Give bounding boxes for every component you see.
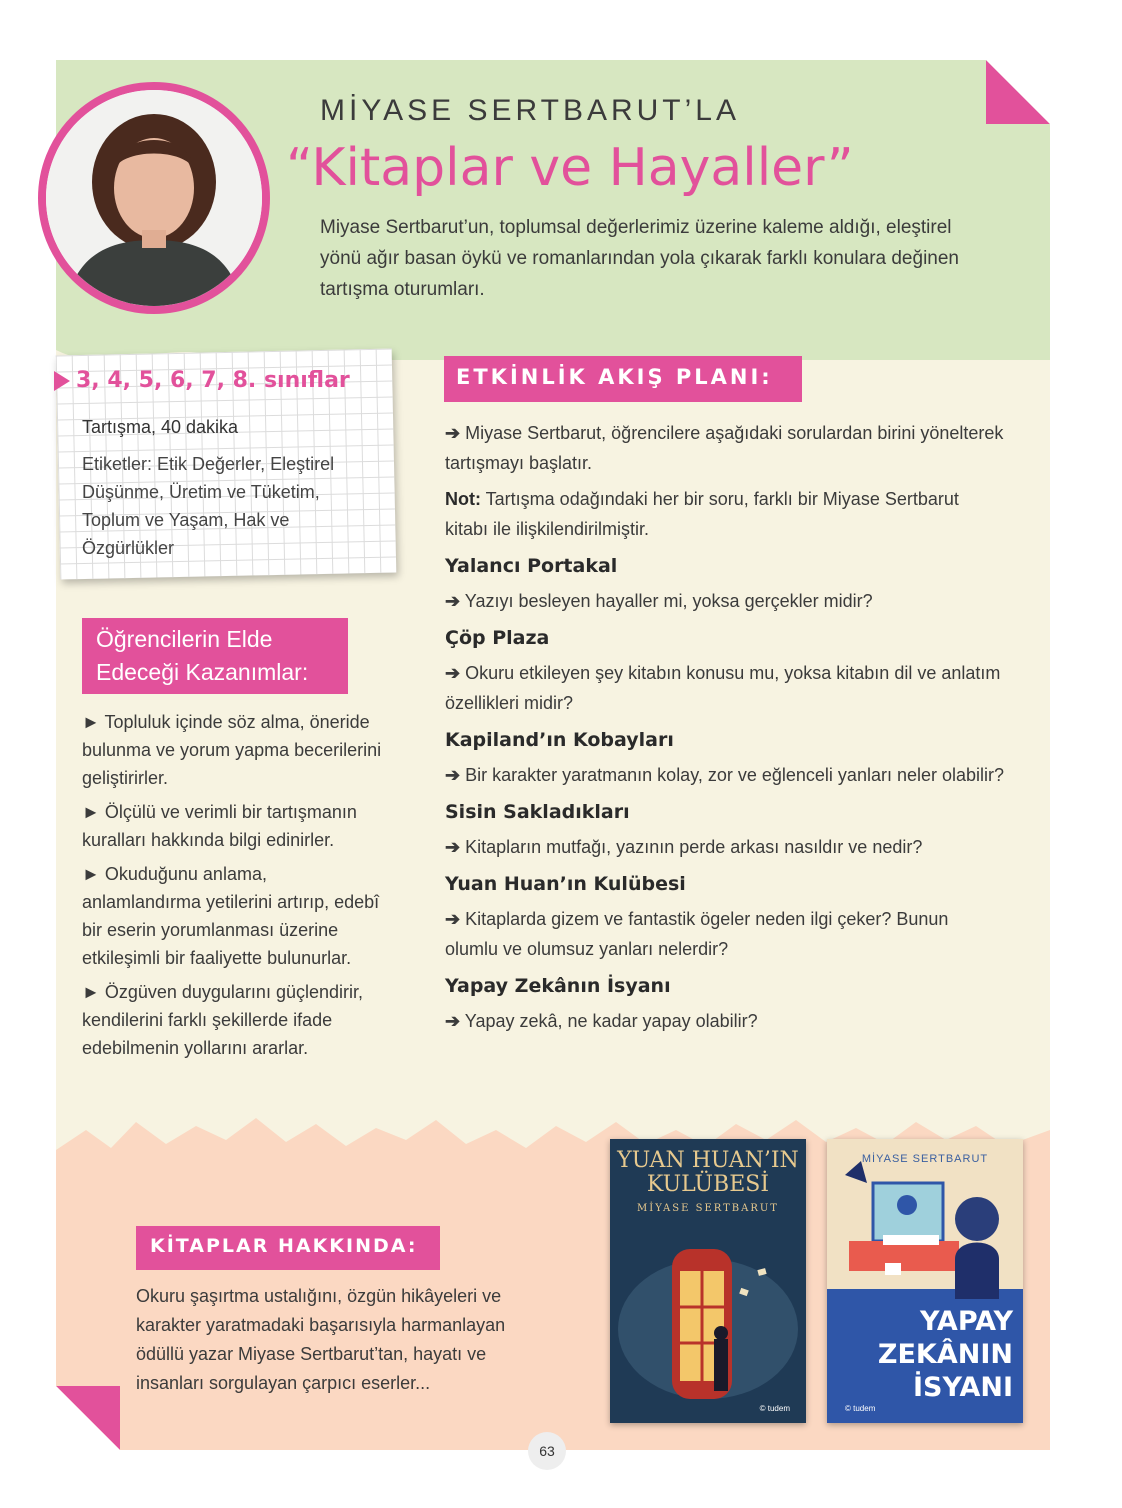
list-item: ► Topluluk içinde söz alma, öneride bulunma ve yorum yapma becerilerini geliştirirler. bbox=[82, 712, 382, 788]
book-title: Yuan Huan’ın Kulübesi bbox=[445, 873, 686, 895]
arrow-right-icon: ➔ bbox=[445, 591, 461, 611]
about-books-text: Okuru şaşırtma ustalığını, özgün hikâyeleri ve karakter yaratmadaki başarısıyla harmanlayan ödüllü yazar Miyase Sertbarut’tan, hayatı ve insanları sorgulayan çarpıcı eserler... bbox=[136, 1286, 506, 1393]
author-portrait bbox=[38, 82, 270, 314]
activity-tags: Etiketler: Etik Değerler, Eleştirel Düşünme, Üretim ve Tüketim, Toplum ve Yaşam, Hak ve Özgürlükler bbox=[82, 454, 335, 558]
bullet-icon: ► bbox=[82, 802, 100, 822]
note-label: Not: bbox=[445, 489, 481, 509]
cover-publisher: © tudem bbox=[845, 1404, 876, 1413]
book-title: Yalancı Portakal bbox=[445, 555, 618, 577]
list-item: ► Ölçülü ve verimli bir tartışmanın kuralları hakkında bilgi edinirler. bbox=[82, 802, 357, 850]
flow-intro: ➔ Miyase Sertbarut, öğrencilere aşağıdaki sorulardan birini yönelterek tartışmayı başlatır. bbox=[445, 423, 1004, 473]
grades-text: 3, 4, 5, 6, 7, 8. sınıflar bbox=[76, 368, 350, 393]
book-cover-yuan-huan bbox=[610, 1139, 806, 1423]
flow-note: Not: Tartışma odağındaki her bir soru, farklı bir Miyase Sertbarut kitabı ile ilişkilendirilmiştir. bbox=[445, 489, 959, 539]
arrow-right-icon: ➔ bbox=[445, 423, 461, 443]
bullet-icon: ► bbox=[82, 982, 100, 1002]
intro-paragraph: Miyase Sertbarut’un, toplumsal değerlerimiz üzerine kaleme aldığı, eleştirel yönü ağır basan öykü ve romanlarından yola çıkarak farklı konulara değinen tartışma oturumları. bbox=[320, 217, 959, 300]
book-title: Çöp Plaza bbox=[445, 627, 550, 649]
flow-plan-heading: ETKİNLİK AKIŞ PLANI: bbox=[444, 356, 802, 402]
cover-author: MİYASE SERTBARUT bbox=[637, 1203, 779, 1214]
cover-title: YAPAY ZEKÂNIN İSYANI bbox=[877, 1306, 1013, 1403]
page-title: “Kitaplar ve Hayaller” bbox=[286, 138, 854, 198]
book-cover-yapay-zeka bbox=[827, 1139, 1023, 1423]
book-title: Yapay Zekânın İsyanı bbox=[445, 975, 671, 997]
page-number: 63 bbox=[528, 1432, 566, 1470]
arrow-right-icon: ➔ bbox=[445, 765, 461, 785]
page-subtitle: MİYASE SERTBARUT’LA bbox=[320, 94, 740, 127]
activity-duration: Tartışma, 40 dakika bbox=[82, 417, 239, 437]
book-title: Kapiland’ın Kobayları bbox=[445, 729, 674, 751]
book-question: ➔ Kitapların mutfağı, yazının perde arkası nasıldır ve nedir? bbox=[445, 837, 923, 857]
book-question: ➔ Kitaplarda gizem ve fantastik ögeler neden ilgi çeker? Bunun olumlu ve olumsuz yanları nelerdir? bbox=[445, 909, 949, 959]
grades-label bbox=[54, 368, 350, 393]
arrow-right-icon: ➔ bbox=[445, 663, 461, 683]
book-title: Sisin Sakladıkları bbox=[445, 801, 630, 823]
portrait-illustration bbox=[46, 90, 262, 306]
book-question: ➔ Bir karakter yaratmanın kolay, zor ve eğlenceli yanları neler olabilir? bbox=[445, 765, 1005, 785]
flow-plan bbox=[445, 418, 1005, 1042]
cover-publisher: © tudem bbox=[759, 1404, 790, 1413]
about-books-heading: KİTAPLAR HAKKINDA: bbox=[136, 1226, 440, 1270]
play-triangle-icon bbox=[54, 371, 70, 391]
cover-title: YUAN HUAN’IN KULÜBESİ bbox=[617, 1148, 799, 1197]
arrow-right-icon: ➔ bbox=[445, 1011, 461, 1031]
list-item: ► Özgüven duygularını güçlendirir, kendilerini farklı şekillerde ifade edebilmenin yollarını ararlar. bbox=[82, 982, 363, 1058]
arrow-right-icon: ➔ bbox=[445, 837, 461, 857]
bullet-icon: ► bbox=[82, 712, 100, 732]
cover-author: MİYASE SERTBARUT bbox=[861, 1153, 989, 1165]
bullet-icon: ► bbox=[82, 864, 100, 884]
arrow-right-icon: ➔ bbox=[445, 909, 461, 929]
list-item: ► Okuduğunu anlama, anlamlandırma yetilerini artırıp, edebî bir eserin yorumlanması üzerine etkileşimli bir faaliyette bulunurlar. bbox=[82, 864, 380, 968]
book-question: ➔ Yazıyı besleyen hayaller mi, yoksa gerçekler midir? bbox=[445, 591, 873, 611]
book-question: ➔ Okuru etkileyen şey kitabın konusu mu, yoksa kitabın dil ve anlatım özellikleri midir? bbox=[445, 663, 1001, 713]
book-question: ➔ Yapay zekâ, ne kadar yapay olabilir? bbox=[445, 1011, 758, 1031]
gains-list bbox=[82, 708, 386, 1068]
gains-heading: Öğrencilerin Elde Edeceği Kazanımlar: bbox=[82, 618, 348, 694]
